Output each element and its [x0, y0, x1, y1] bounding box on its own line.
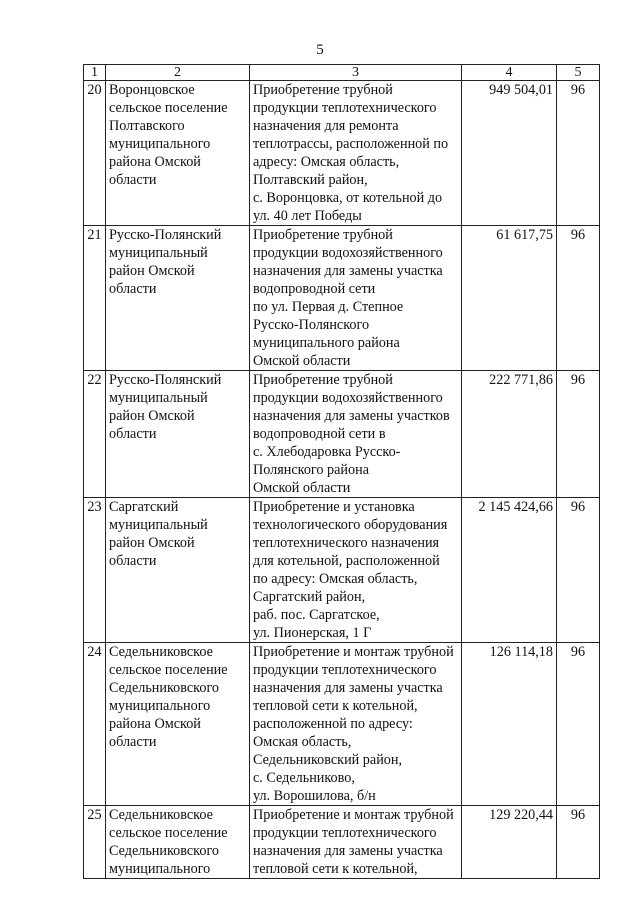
header-col-2: 2	[106, 65, 250, 81]
purpose-line: Полтавский район,	[253, 172, 368, 188]
purpose-cell	[250, 226, 462, 371]
purpose-line: Омской области	[253, 480, 351, 496]
purpose-line: ул. Пионерская, 1 Г	[253, 625, 372, 641]
purpose-line: технологического оборудования	[253, 517, 448, 533]
amount-cell: 126 114,18	[462, 643, 557, 806]
purpose-line: Приобретение и установка	[253, 499, 415, 515]
recipient-line: район Омской	[109, 408, 195, 424]
purpose-cell	[250, 498, 462, 643]
purpose-line: Приобретение и монтаж трубной	[253, 807, 454, 823]
subsidy-table	[83, 64, 600, 879]
purpose-line: ул. 40 лет Победы	[253, 208, 362, 224]
purpose-line: Седельниковский район,	[253, 752, 403, 768]
amount-cell: 949 504,01	[462, 81, 557, 226]
recipient-line: муниципального	[109, 136, 211, 152]
row-number: 24	[84, 643, 106, 806]
table-row	[84, 806, 600, 879]
recipient-line: Седельниковского	[109, 680, 219, 696]
purpose-line: с. Седельниково,	[253, 770, 355, 786]
recipient-cell	[106, 643, 250, 806]
recipient-line: район Омской	[109, 535, 195, 551]
table-row	[84, 81, 600, 226]
purpose-line: с. Воронцовка, от котельной до	[253, 190, 443, 206]
table-header	[84, 65, 600, 81]
purpose-line: продукции теплотехнического	[253, 100, 437, 116]
recipient-line: район Омской	[109, 263, 195, 279]
recipient-line: Русско-Полянский	[109, 372, 222, 388]
purpose-line: Саргатский район,	[253, 589, 366, 605]
purpose-line: тепловой сети к котельной,	[253, 698, 418, 714]
recipient-line: Русско-Полянский	[109, 227, 222, 243]
purpose-cell	[250, 371, 462, 498]
purpose-line: теплотрассы, расположенной по	[253, 136, 449, 152]
recipient-line: области	[109, 172, 157, 188]
recipient-line: муниципального	[109, 861, 211, 877]
purpose-line: раб. пос. Саргатское,	[253, 607, 380, 623]
header-col-4: 4	[462, 65, 557, 81]
purpose-line: назначения для замены участка	[253, 263, 443, 279]
purpose-line: Русско-Полянского	[253, 317, 370, 333]
percent-cell: 96	[557, 643, 600, 806]
purpose-line: водопроводной сети	[253, 281, 376, 297]
amount-cell: 61 617,75	[462, 226, 557, 371]
purpose-line: расположенной по адресу:	[253, 716, 413, 732]
percent-cell: 96	[557, 81, 600, 226]
purpose-line: теплотехнического назначения	[253, 535, 440, 551]
recipient-cell	[106, 226, 250, 371]
page-number: 5	[316, 42, 324, 58]
header-row	[84, 65, 600, 81]
purpose-line: водопроводной сети в	[253, 426, 386, 442]
purpose-cell	[250, 81, 462, 226]
row-number: 23	[84, 498, 106, 643]
row-number: 25	[84, 806, 106, 879]
recipient-cell	[106, 371, 250, 498]
table-row	[84, 498, 600, 643]
recipient-line: Воронцовское	[109, 82, 195, 98]
recipient-line: области	[109, 734, 157, 750]
purpose-line: продукции водохозяйственного	[253, 390, 443, 406]
table-row	[84, 226, 600, 371]
row-number: 22	[84, 371, 106, 498]
purpose-line: тепловой сети к котельной,	[253, 861, 418, 877]
amount-cell: 222 771,86	[462, 371, 557, 498]
purpose-line: продукции теплотехнического	[253, 825, 437, 841]
purpose-line: Омской области	[253, 353, 351, 369]
purpose-line: Приобретение и монтаж трубной	[253, 644, 454, 660]
purpose-line: Полянского района	[253, 462, 369, 478]
percent-cell: 96	[557, 371, 600, 498]
percent-cell: 96	[557, 226, 600, 371]
recipient-cell	[106, 806, 250, 879]
recipient-cell	[106, 81, 250, 226]
purpose-line: муниципального района	[253, 335, 400, 351]
row-number: 20	[84, 81, 106, 226]
recipient-line: муниципальный	[109, 390, 208, 406]
header-col-3: 3	[250, 65, 462, 81]
purpose-line: назначения для замены участка	[253, 680, 443, 696]
purpose-line: Омская область,	[253, 734, 352, 750]
recipient-line: сельское поселение	[109, 825, 228, 841]
header-col-5: 5	[557, 65, 600, 81]
recipient-line: Седельниковского	[109, 843, 219, 859]
recipient-line: Полтавского	[109, 118, 185, 134]
purpose-line: ул. Ворошилова, б/н	[253, 788, 376, 804]
purpose-line: Приобретение трубной	[253, 82, 393, 98]
header-col-1: 1	[84, 65, 106, 81]
recipient-line: области	[109, 426, 157, 442]
recipient-line: муниципальный	[109, 245, 208, 261]
amount-cell: 2 145 424,66	[462, 498, 557, 643]
purpose-line: по ул. Первая д. Степное	[253, 299, 404, 315]
recipient-line: сельское поселение	[109, 100, 228, 116]
purpose-line: назначения для замены участка	[253, 843, 443, 859]
recipient-line: района Омской	[109, 716, 201, 732]
recipient-line: Седельниковское	[109, 807, 213, 823]
purpose-line: назначения для ремонта	[253, 118, 399, 134]
purpose-line: Приобретение трубной	[253, 227, 393, 243]
percent-cell: 96	[557, 498, 600, 643]
row-number: 21	[84, 226, 106, 371]
table-row	[84, 371, 600, 498]
recipient-line: Седельниковское	[109, 644, 213, 660]
amount-cell: 129 220,44	[462, 806, 557, 879]
purpose-line: с. Хлебодаровка Русско-	[253, 444, 401, 460]
purpose-line: адресу: Омская область,	[253, 154, 400, 170]
recipient-cell	[106, 498, 250, 643]
purpose-line: для котельной, расположенной	[253, 553, 440, 569]
recipient-line: области	[109, 553, 157, 569]
recipient-line: сельское поселение	[109, 662, 228, 678]
purpose-line: продукции теплотехнического	[253, 662, 437, 678]
recipient-line: района Омской	[109, 154, 201, 170]
table-body	[84, 81, 600, 879]
purpose-line: назначения для замены участков	[253, 408, 450, 424]
purpose-line: по адресу: Омская область,	[253, 571, 418, 587]
table-row	[84, 643, 600, 806]
recipient-line: Саргатский	[109, 499, 179, 515]
recipient-line: муниципального	[109, 698, 211, 714]
purpose-cell	[250, 643, 462, 806]
recipient-line: муниципальный	[109, 517, 208, 533]
purpose-line: Приобретение трубной	[253, 372, 393, 388]
purpose-line: продукции водохозяйственного	[253, 245, 443, 261]
recipient-line: области	[109, 281, 157, 297]
percent-cell: 96	[557, 806, 600, 879]
purpose-cell	[250, 806, 462, 879]
